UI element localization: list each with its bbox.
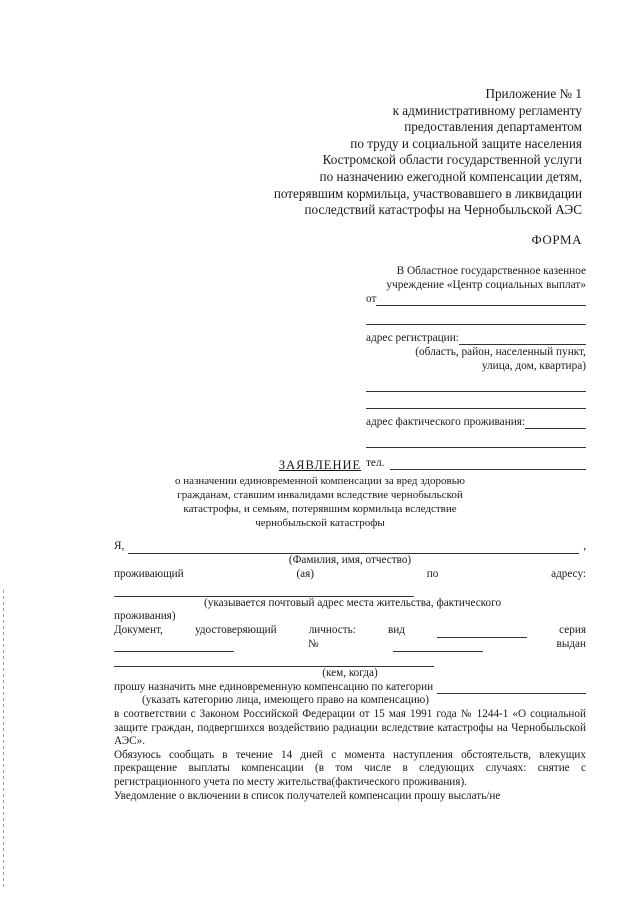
address-field[interactable] bbox=[114, 582, 414, 597]
actual-address-line-2[interactable] bbox=[366, 433, 586, 448]
registration-hint-1: (область, район, населенный пункт, bbox=[415, 346, 586, 358]
header-line: к административному регламенту bbox=[392, 102, 582, 118]
who-when-hint: (кем, когда) bbox=[322, 666, 378, 679]
doc-word-4: вид bbox=[387, 624, 405, 637]
header-line: по труду и социальной защите населения bbox=[350, 135, 582, 151]
ya-label: Я, bbox=[114, 540, 125, 553]
comma: , bbox=[583, 540, 586, 553]
actual-address-field[interactable] bbox=[525, 416, 586, 429]
doc-word-2: удостоверяющий bbox=[194, 624, 277, 637]
recipient-line-2: учреждение «Центр социальных выплат» bbox=[386, 279, 586, 291]
category-field[interactable] bbox=[437, 681, 586, 694]
form-label: ФОРМА bbox=[531, 232, 582, 247]
oblige-text: Обязуюсь сообщать в течение 14 дней с момента наступления обстоятельств, влекущих прекращение выплаты компенсации (в том числе в следующих случаях: снятие с регистрационного учета по месту жительства(фактического проживания). bbox=[114, 748, 586, 788]
address-block bbox=[366, 264, 586, 470]
document-row bbox=[114, 624, 586, 638]
doc-word-5: серия bbox=[559, 624, 586, 637]
living-word-2: (ая) bbox=[296, 568, 314, 580]
postal-hint: (указывается почтовый адрес места жительства, фактического bbox=[204, 596, 502, 609]
living-word-1: проживающий bbox=[114, 568, 184, 580]
header-line: предоставления департаментом bbox=[404, 119, 582, 135]
living-word-3: по bbox=[426, 568, 439, 580]
registration-label: адрес регистрации: bbox=[366, 332, 459, 344]
registration-line-2[interactable] bbox=[366, 377, 586, 392]
doc-type-field[interactable] bbox=[437, 625, 527, 638]
appendix-header bbox=[242, 86, 582, 219]
header-line: потерявшим кормильца, участвовавшего в ликвидации bbox=[273, 185, 582, 201]
header-line: Приложение № 1 bbox=[485, 86, 582, 101]
issued-label: выдан bbox=[556, 638, 586, 651]
application-body bbox=[114, 540, 586, 803]
from-label: от bbox=[366, 293, 377, 305]
doc-word-1: Документ, bbox=[114, 624, 163, 637]
fio-field[interactable] bbox=[128, 541, 579, 554]
from-field[interactable] bbox=[376, 293, 586, 306]
recipient-line-1: В Областное государственное казенное bbox=[396, 265, 586, 277]
actual-address-label: адрес фактического проживания: bbox=[366, 416, 526, 428]
postal-hint-2: проживания) bbox=[114, 610, 176, 623]
registration-field[interactable] bbox=[459, 332, 586, 345]
phone-label: тел. bbox=[366, 457, 385, 469]
fio-hint: (Фамилия, имя, отчество) bbox=[288, 554, 412, 566]
series-field[interactable] bbox=[114, 639, 234, 652]
number-row bbox=[114, 638, 586, 652]
doc-word-3: личность: bbox=[308, 624, 356, 637]
scan-edge-artifact bbox=[3, 590, 4, 890]
registration-hint-2: улица, дом, квартира) bbox=[481, 360, 586, 372]
header-line: по назначению ежегодной компенсации детям, bbox=[319, 168, 582, 184]
issued-by-field[interactable] bbox=[114, 652, 434, 667]
notice-text: Уведомление о включении в список получателей компенсации прошу выслать/не bbox=[114, 789, 501, 802]
document-subtitle: о назначении единовременной компенсации за вред здоровью гражданам, ставшим инвалидами вследствие чернобыльской катастрофы, и семьям, потерявшим кормильца вследствие чернобыльской катастрофы bbox=[175, 475, 465, 529]
category-hint: (указать категорию лица, имеющего право на компенсацию) bbox=[142, 694, 429, 707]
number-label: № bbox=[307, 638, 319, 651]
number-field[interactable] bbox=[393, 639, 483, 652]
document-title: ЗАЯВЛЕНИЕ bbox=[278, 458, 362, 472]
living-word-4: адресу: bbox=[551, 568, 586, 580]
header-line: последствий катастрофы на Чернобыльской АЭС bbox=[304, 202, 582, 218]
request-text: прошу назначить мне единовременную компенсацию по категории bbox=[114, 680, 434, 693]
from-field-line-2[interactable] bbox=[366, 310, 586, 325]
registration-line-3[interactable] bbox=[366, 394, 586, 409]
header-line: Костромской области государственной услуги bbox=[322, 152, 582, 168]
living-row bbox=[114, 568, 586, 582]
law-text: в соответствии с Законом Российской Федерации от 15 мая 1991 года № 1244-1 «О социальной защите граждан, подвергшихся воздействию радиации вследствие катастрофы на Чернобыльской АЭС». bbox=[114, 707, 586, 748]
